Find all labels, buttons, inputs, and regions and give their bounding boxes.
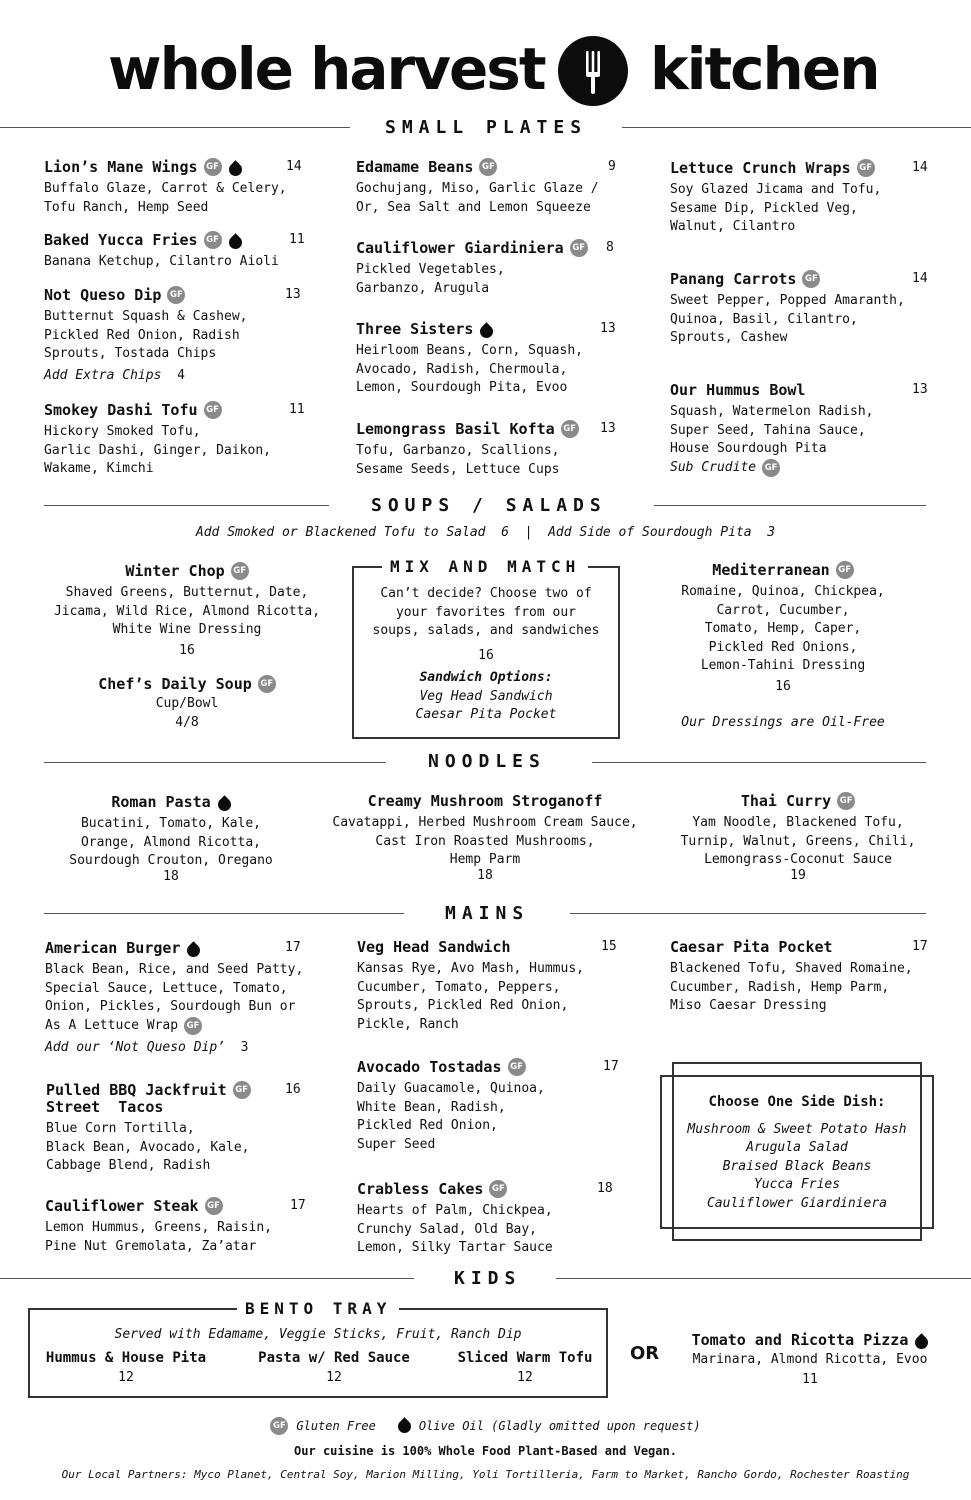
mix-and-match-title: MIX AND MATCH bbox=[382, 559, 588, 575]
item-price: 8 bbox=[606, 240, 614, 255]
item-description: Hickory Smoked Tofu, Garlic Dashi, Ginger, Daikon, Wakame, Kimchi bbox=[44, 424, 271, 476]
bento-tray-title: BENTO TRAY bbox=[237, 1301, 399, 1317]
bento-item: Hummus & House Pita 12 bbox=[45, 1350, 207, 1385]
item-price: 16 bbox=[775, 678, 791, 694]
menu-item-roman-pasta bbox=[50, 792, 292, 886]
section-rule bbox=[44, 505, 329, 506]
gluten-free-icon: GF bbox=[489, 1180, 507, 1198]
section-title-soups-salads: SOUPS / SALADS bbox=[371, 495, 607, 516]
menu-item-caesar-pita-pocket bbox=[670, 937, 940, 1016]
menu-item-crabless-cakes bbox=[357, 1179, 627, 1258]
item-name: Baked Yucca Fries bbox=[44, 231, 198, 249]
item-description: Daily Guacamole, Quinoa, White Bean, Radish, Pickled Red Onion, Super Seed bbox=[357, 1081, 545, 1152]
section-title-mains: MAINS bbox=[445, 903, 530, 924]
side-dish-title: Choose One Side Dish: bbox=[708, 1094, 886, 1110]
soups-addon-line: Add Smoked or Blackened Tofu to Salad 6 | Add Side of Sourdough Pita 3 bbox=[195, 525, 776, 540]
section-title-kids: KIDS bbox=[454, 1268, 522, 1289]
olive-oil-drop-icon bbox=[226, 233, 244, 251]
item-description: Marinara, Almond Ricotta, Evoo bbox=[692, 1352, 928, 1367]
gluten-free-icon: GF bbox=[508, 1058, 526, 1076]
item-price: 14 bbox=[286, 159, 302, 174]
gluten-free-icon: GF bbox=[802, 270, 820, 288]
item-name: Winter Chop bbox=[125, 562, 225, 580]
menu-item-edamame-beans bbox=[356, 157, 626, 217]
olive-oil-drop-icon bbox=[226, 160, 244, 178]
or-label: OR bbox=[630, 1343, 660, 1364]
item-name: Cauliflower Steak bbox=[45, 1197, 199, 1215]
item-description: Pickled Vegetables, Garbanzo, Arugula bbox=[356, 262, 505, 296]
item-price: 14 bbox=[912, 271, 928, 286]
item-description: Lemon Hummus, Greens, Raisin, Pine Nut Gremolata, Za’atar bbox=[45, 1220, 272, 1254]
menu-item-veg-head-sandwich bbox=[357, 937, 627, 1034]
item-price: 17 bbox=[603, 1059, 619, 1074]
item-description: Bucatini, Tomato, Kale, Orange, Almond Ricotta, Sourdough Crouton, Oregano bbox=[69, 816, 273, 868]
item-description: Romaine, Quinoa, Chickpea, Carrot, Cucumber, Tomato, Hemp, Caper, Pickled Red Onions, Lemon-Tahini Dressing bbox=[681, 584, 885, 673]
item-addon: Add our ‘Not Queso Dip’ 3 bbox=[45, 1040, 249, 1055]
item-description: Butternut Squash & Cashew, Pickled Red Onion, Radish Sprouts, Tostada Chips bbox=[44, 309, 248, 361]
gluten-free-icon: GF bbox=[205, 1197, 223, 1215]
vegan-note: Our cuisine is 100% Whole Food Plant-Based and Vegan. bbox=[294, 1444, 677, 1458]
item-name: American Burger bbox=[45, 939, 181, 957]
item-description: Black Bean, Rice, and Seed Patty, Special Sauce, Lettuce, Tomato, Onion, Pickles, Sourdough Bun or As A Lettuce Wrap GF bbox=[45, 961, 325, 1035]
gluten-free-icon: GF bbox=[184, 1017, 202, 1035]
item-price: 14 bbox=[912, 160, 928, 175]
item-description: Squash, Watermelon Radish, Super Seed, Tahina Sauce, House Sourdough Pita bbox=[670, 404, 874, 456]
menu-item-mediterranean bbox=[660, 560, 906, 696]
gluten-free-icon: GF bbox=[204, 401, 222, 419]
gluten-free-icon: GF bbox=[233, 1081, 251, 1099]
olive-oil-drop-icon bbox=[215, 795, 233, 813]
item-name: Lemongrass Basil Kofta bbox=[356, 420, 555, 438]
item-price: 13 bbox=[600, 421, 616, 436]
item-name: Thai Curry bbox=[740, 792, 832, 810]
local-partners: Our Local Partners: Myco Planet, Central Soy, Marion Milling, Yoli Tortilleria, Farm to Market, Rancho Gordo, Rochester Roasting bbox=[61, 1468, 910, 1481]
section-rule bbox=[44, 913, 404, 914]
section-title-small-plates: SMALL PLATES bbox=[385, 117, 588, 138]
item-name: Our Hummus Bowl bbox=[670, 381, 806, 399]
legend bbox=[0, 1417, 971, 1435]
item-name: Edamame Beans bbox=[356, 158, 474, 176]
olive-oil-drop-icon bbox=[185, 941, 203, 959]
menu-item-baked-yucca-fries bbox=[44, 230, 304, 272]
item-price: 11 bbox=[289, 402, 305, 417]
menu-item-thai-curry bbox=[674, 791, 922, 885]
brand-name-left: whole harvest bbox=[108, 35, 545, 103]
menu-item-chefs-daily-soup bbox=[36, 674, 338, 732]
menu-item-avocado-tostadas bbox=[357, 1057, 627, 1154]
menu-item-lettuce-crunch-wraps bbox=[670, 158, 940, 237]
item-name: Mediterranean bbox=[712, 561, 830, 579]
gluten-free-icon: GF bbox=[561, 420, 579, 438]
item-price: 17 bbox=[285, 940, 301, 955]
fork-in-circle-icon bbox=[558, 36, 628, 106]
section-title-noodles: NOODLES bbox=[428, 751, 546, 772]
item-price: 16 bbox=[179, 642, 195, 658]
section-rule bbox=[0, 127, 350, 128]
bento-item: Sliced Warm Tofu 12 bbox=[457, 1350, 593, 1385]
side-dish-option: Yucca Fries bbox=[753, 1177, 841, 1192]
side-dish-option: Braised Black Beans bbox=[722, 1158, 872, 1174]
menu-item-pulled-bbq-jackfruit-tacos bbox=[46, 1080, 326, 1176]
item-description: Yam Noodle, Blackened Tofu, Turnip, Walnut, Greens, Chili, Lemongrass-Coconut Sauce bbox=[680, 815, 916, 867]
menu-item-smokey-dashi-tofu bbox=[44, 400, 304, 479]
item-price: 11 bbox=[289, 232, 305, 247]
item-price: 17 bbox=[290, 1198, 306, 1213]
item-price: 13 bbox=[912, 382, 928, 397]
item-name: Avocado Tostadas bbox=[357, 1058, 502, 1076]
menu-item-tomato-ricotta-pizza bbox=[674, 1330, 946, 1389]
gluten-free-icon: GF bbox=[836, 561, 854, 579]
side-dish-option: Cauliflower Giardiniera bbox=[706, 1195, 887, 1211]
sandwich-option: Veg Head Sandwich bbox=[419, 688, 553, 704]
item-name: Panang Carrots bbox=[670, 270, 797, 288]
sandwich-options-label: Sandwich Options: bbox=[419, 670, 553, 685]
item-description: Gochujang, Miso, Garlic Glaze / Or, Sea Salt and Lemon Squeeze bbox=[356, 181, 599, 215]
mix-and-match-description: Can’t decide? Choose two of your favorites from our soups, salads, and sandwiches 16 Sandwich Options: Veg Head Sandwich Caesar Pita Pocket bbox=[352, 585, 620, 725]
item-name: Lettuce Crunch Wraps bbox=[670, 159, 851, 177]
item-description: Heirloom Beans, Corn, Squash, Avocado, Radish, Chermoula, Lemon, Sourdough Pita, Evoo bbox=[356, 343, 583, 395]
gluten-free-icon: GF bbox=[479, 158, 497, 176]
gluten-free-icon: GF bbox=[837, 792, 855, 810]
item-price: 17 bbox=[912, 939, 928, 954]
item-description: Blue Corn Tortilla, Black Bean, Avocado, Kale, Cabbage Blend, Radish bbox=[46, 1121, 250, 1173]
item-name-line-2: Street Tacos bbox=[46, 1098, 164, 1116]
item-price: 16 bbox=[285, 1082, 301, 1097]
gluten-free-icon: GF bbox=[204, 231, 222, 249]
gluten-free-icon: GF bbox=[762, 459, 780, 477]
legend-olive-oil: Olive Oil (Gladly omitted upon request) bbox=[418, 1419, 701, 1433]
menu-item-our-hummus-bowl bbox=[670, 380, 940, 477]
item-description: Cavatappi, Herbed Mushroom Cream Sauce, Cast Iron Roasted Mushrooms, Hemp Parm bbox=[332, 815, 638, 867]
item-price: 11 bbox=[802, 1371, 818, 1387]
gluten-free-icon: GF bbox=[167, 286, 185, 304]
section-rule bbox=[556, 1278, 971, 1279]
item-name: Crabless Cakes bbox=[357, 1180, 484, 1198]
menu-item-lemongrass-basil-kofta bbox=[356, 419, 626, 479]
menu-item-american-burger bbox=[45, 938, 325, 1058]
side-dish-list bbox=[660, 1093, 934, 1213]
item-description: Blackened Tofu, Shaved Romaine, Cucumber, Radish, Hemp Parm, Miso Caesar Dressing bbox=[670, 961, 913, 1013]
bento-served-with: Served with Edamame, Veggie Sticks, Fruit, Ranch Dip bbox=[114, 1327, 522, 1342]
item-description: Banana Ketchup, Cilantro Aioli bbox=[44, 254, 279, 269]
brand-name-right: kitchen bbox=[650, 35, 879, 103]
gluten-free-icon: GF bbox=[570, 239, 588, 257]
gluten-free-icon: GF bbox=[231, 562, 249, 580]
item-addon: Add Extra Chips 4 bbox=[44, 367, 185, 383]
legend-gluten-free: Gluten Free bbox=[296, 1419, 376, 1433]
item-name: Tomato and Ricotta Pizza bbox=[691, 1331, 909, 1349]
gluten-free-icon: GF bbox=[857, 159, 875, 177]
item-price: 4/8 bbox=[175, 714, 199, 730]
item-description: Soy Glazed Jicama and Tofu, Sesame Dip, Pickled Veg, Walnut, Cilantro bbox=[670, 182, 882, 234]
item-price: 18 bbox=[477, 867, 493, 883]
item-name: Roman Pasta bbox=[111, 793, 211, 811]
mix-price: 16 bbox=[478, 647, 494, 663]
section-rule bbox=[622, 127, 971, 128]
section-rule bbox=[570, 913, 926, 914]
item-name: Veg Head Sandwich bbox=[357, 938, 511, 956]
item-description: Hearts of Palm, Chickpea, Crunchy Salad, Old Bay, Lemon, Silky Tartar Sauce bbox=[357, 1203, 553, 1255]
olive-oil-drop-icon bbox=[395, 1417, 413, 1435]
gluten-free-icon: GF bbox=[270, 1417, 288, 1435]
dressing-note: Our Dressings are Oil-Free bbox=[681, 715, 885, 730]
item-name: Creamy Mushroom Stroganoff bbox=[367, 792, 603, 810]
menu-item-not-queso-dip bbox=[44, 285, 304, 385]
item-price: 13 bbox=[600, 321, 616, 336]
item-price: 18 bbox=[597, 1181, 613, 1196]
item-name: Pulled BBQ Jackfruit bbox=[46, 1081, 227, 1099]
item-name: Not Queso Dip bbox=[44, 286, 162, 304]
section-rule bbox=[654, 505, 926, 506]
sandwich-option: Caesar Pita Pocket bbox=[415, 707, 557, 722]
menu-item-cauliflower-steak bbox=[45, 1196, 325, 1256]
menu-item-winter-chop bbox=[36, 561, 338, 660]
item-description: Shaved Greens, Butternut, Date, Jicama, Wild Rice, Almond Ricotta, White Wine Dressing bbox=[53, 585, 321, 637]
item-name: Cauliflower Giardiniera bbox=[356, 239, 564, 257]
menu-item-panang-carrots bbox=[670, 269, 940, 348]
gluten-free-icon: GF bbox=[204, 158, 222, 176]
item-description: Sweet Pepper, Popped Amaranth, Quinoa, Basil, Cilantro, Sprouts, Cashew bbox=[670, 293, 905, 345]
item-description: Tofu, Garbanzo, Scallions, Sesame Seeds, Lettuce Cups bbox=[356, 443, 560, 477]
gluten-free-icon: GF bbox=[258, 675, 276, 693]
menu-item-lions-mane-wings bbox=[44, 157, 304, 217]
item-price: 15 bbox=[601, 939, 617, 954]
item-description: Cup/Bowl bbox=[155, 696, 219, 711]
olive-oil-drop-icon bbox=[913, 1333, 931, 1351]
side-dish-option: Arugula Salad bbox=[746, 1140, 848, 1155]
item-name: Lion’s Mane Wings bbox=[44, 158, 198, 176]
item-price: 19 bbox=[790, 867, 806, 883]
item-name: Chef’s Daily Soup bbox=[98, 675, 252, 693]
item-description: Buffalo Glaze, Carrot & Celery, Tofu Ranch, Hemp Seed bbox=[44, 181, 287, 215]
item-price: 9 bbox=[608, 159, 616, 174]
item-name: Three Sisters bbox=[356, 320, 474, 338]
menu-item-creamy-mushroom-stroganoff bbox=[318, 791, 652, 885]
bento-item: Pasta w/ Red Sauce 12 bbox=[258, 1350, 410, 1385]
menu-item-three-sisters bbox=[356, 319, 626, 398]
side-dish-option: Mushroom & Sweet Potato Hash bbox=[687, 1121, 907, 1137]
item-description: Kansas Rye, Avo Mash, Hummus, Cucumber, Tomato, Peppers, Sprouts, Pickled Red Onion, Pickle, Ranch bbox=[357, 961, 584, 1032]
section-rule bbox=[592, 762, 926, 763]
item-price: 18 bbox=[163, 868, 179, 884]
item-name: Caesar Pita Pocket bbox=[670, 938, 833, 956]
section-rule bbox=[0, 1278, 414, 1279]
menu-item-cauliflower-giardiniera bbox=[356, 238, 626, 298]
item-addon: Sub Crudite GF bbox=[670, 459, 940, 478]
section-rule bbox=[44, 762, 386, 763]
item-name: Smokey Dashi Tofu bbox=[44, 401, 198, 419]
item-price: 13 bbox=[285, 287, 301, 302]
olive-oil-drop-icon bbox=[478, 322, 496, 340]
